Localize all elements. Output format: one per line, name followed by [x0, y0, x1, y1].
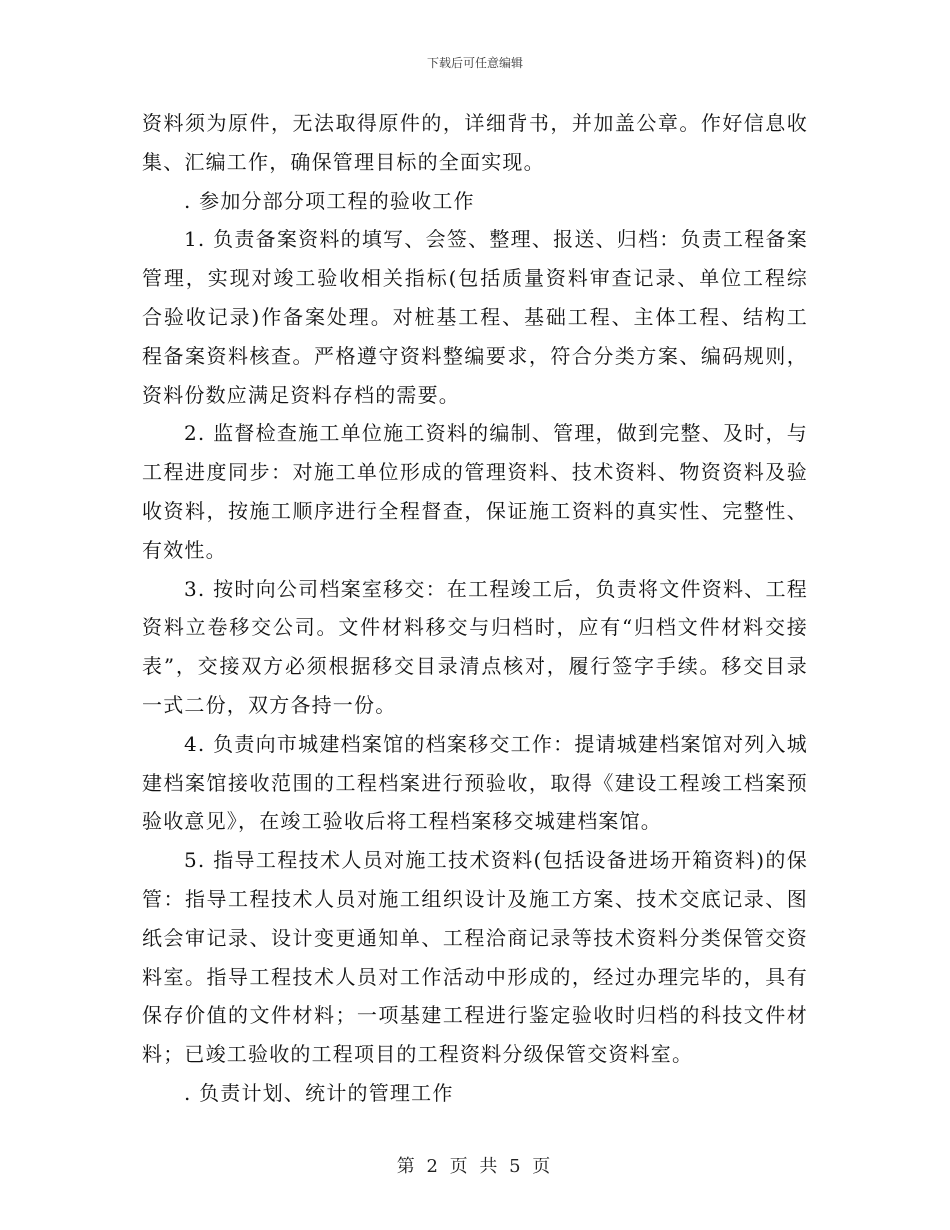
- paragraph-item-1: 1. 负责备案资料的填写、会签、整理、报送、归档：负责工程备案管理，实现对竣工验收相关指标(包括质量资料审查记录、单位工程综合验收记录)作备案处理。对桩基工程、基础工程、主体工程、结构工程备案资料核查。严格遵守资料整编要求，符合分类方案、编码规则，资料份数应满足资料存档的需要。: [142, 227, 808, 407]
- section-heading-planning: . 负责计划、统计的管理工作: [184, 1080, 454, 1105]
- paragraph-item-2: 2. 监督检查施工单位施工资料的编制、管理，做到完整、及时，与工程进度同步：对施工单位形成的管理资料、技术资料、物资资料及验收资料，按施工顺序进行全程督查，保证施工资料的真实性、完整性、有效性。: [142, 421, 808, 562]
- paragraph-continuation: 资料须为原件，无法取得原件的，详细背书，并加盖公章。作好信息收集、汇编工作，确保管理目标的全面实现。: [142, 111, 808, 174]
- download-note: 下载后可任意编辑: [426, 56, 523, 70]
- document-body: [142, 104, 808, 1113]
- page-number: 第 2 页 共 5 页: [396, 1156, 554, 1177]
- paragraph-item-5: 5. 指导工程技术人员对施工技术资料(包括设备进场开箱资料)的保管：指导工程技术人员对施工组织设计及施工方案、技术交底记录、图纸会审记录、设计变更通知单、工程洽商记录等技术资料分类保管交资料室。指导工程技术人员对工作活动中形成的，经过办理完毕的，具有保存价值的文件材料；一项基建工程进行鉴定验收时归档的科技文件材料；已竣工验收的工程项目的工程资料分级保管交资料室。: [142, 848, 808, 1067]
- paragraph-item-4: 4. 负责向市城建档案馆的档案移交工作：提请城建档案馆对列入城建档案馆接收范围的工程档案进行预验收，取得《建设工程竣工档案预验收意见》，在竣工验收后将工程档案移交城建档案馆。: [142, 731, 808, 834]
- paragraph-item-3: 3. 按时向公司档案室移交：在工程竣工后，负责将文件资料、工程资料立卷移交公司。文件材料移交与归档时，应有“归档文件材料交接表”，交接双方必须根据移交目录清点核对，履行签字手续。移交目录一式二份，双方各持一份。: [142, 576, 808, 717]
- section-heading-acceptance: . 参加分部分项工程的验收工作: [184, 188, 475, 213]
